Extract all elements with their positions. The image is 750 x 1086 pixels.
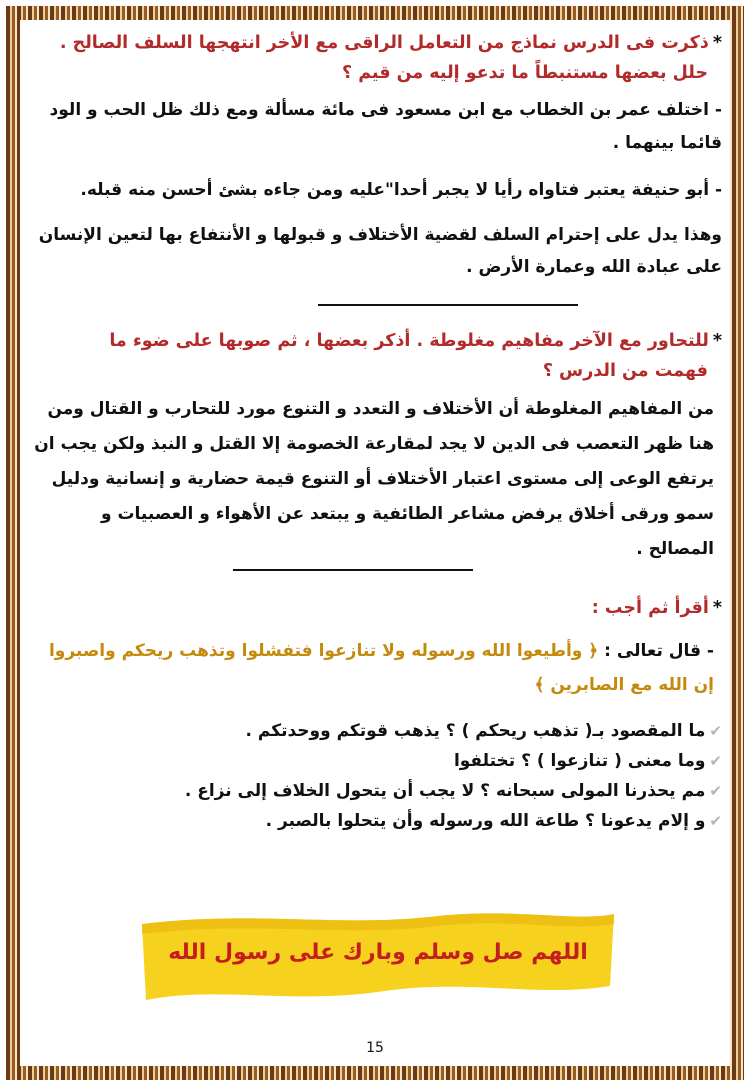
answer-1-para-2: - أبو حنيفة يعتبر فتاواه رأيا لا يجبر أحدا"عليه ومن جاءه بشئ أحسن منه قبله. <box>80 180 722 200</box>
list-item: ✔ما المقصود بـ( تذهب ريحكم ) ؟ يذهب قوتكم ووحدتكم . <box>245 721 722 741</box>
check-icon: ✔ <box>709 812 722 830</box>
banner-text: اللهم صل وسلم وبارك على رسول الله <box>168 940 588 965</box>
verse-text: ﴿ وأطيعوا الله ورسوله ولا تنازعوا فتفشلوا وتذهب ريحكم واصبروا إن الله مع الصابرين ﴾ <box>48 641 714 695</box>
answer-2: من المفاهيم المغلوطة أن الأختلاف و التعدد و التنوع مورد للتحارب و القتال ومن هنا ظهر التعصب فى الدين لا يجد لمقارعة الخصومة إلا القتل و النبذ ولكن يجب ان يرتفع الوعى إلى مستوى اعتبار الأختلاف أو التنوع قيمة حضارية و إنسانية ودليل سمو ورقى أخلاق يرفض مشاعر الطائفية و يبتعد عن الأهواء و العصبيات و المصالح . <box>34 399 714 559</box>
check-icon: ✔ <box>709 752 722 770</box>
question-3-title: *أقرأ ثم أجب : <box>591 598 722 618</box>
list-item: ✔مم يحذرنا المولى سبحانه ؟ لا يجب أن يتحول الخلاف إلى نزاع . <box>184 781 722 801</box>
verse-intro: - قال تعالى : <box>604 641 714 661</box>
bullet-list <box>32 716 722 836</box>
verse-block <box>34 634 714 702</box>
answer-1-conclusion: وهذا يدل على إحترام السلف لقضية الأختلاف و قبولها و الأنتفاع بها لتعين الإنسان على عبادة الله وعمارة الأرض . <box>38 225 722 277</box>
answer-1-para-1: - اختلف عمر بن الخطاب مع ابن مسعود فى مائة مسألة ومع ذلك ظل الحب و الود قائما بينهما . <box>49 100 722 153</box>
prayer-banner <box>138 906 618 1006</box>
check-icon: ✔ <box>709 782 722 800</box>
list-item: ✔وما معنى ( تنازعوا ) ؟ تختلفوا <box>453 751 722 771</box>
worksheet-page <box>28 28 722 1058</box>
page-number: 15 <box>366 1040 384 1056</box>
question-2 <box>28 326 722 386</box>
question-1-subtext: حلل بعضها مستنبطاً ما تدعو إليه من قيم ؟ <box>341 63 708 83</box>
separator-1 <box>318 304 578 306</box>
question-1-text: *ذكرت فى الدرس نماذج من التعامل الراقى مع الأخر انتهجها السلف الصالح . <box>59 33 722 53</box>
question-2-text: *للتحاور مع الآخر مفاهيم مغلوطة . أذكر بعضها ، ثم صوبها على ضوء ما <box>109 331 722 351</box>
question-2-subtext: فهمت من الدرس ؟ <box>542 361 708 381</box>
separator-2 <box>233 569 473 571</box>
question-1 <box>28 28 722 88</box>
check-icon: ✔ <box>709 722 722 740</box>
answer-1 <box>34 94 722 283</box>
list-item: ✔و إلام يدعونا ؟ طاعة الله ورسوله وأن يتحلوا بالصبر . <box>265 811 722 831</box>
